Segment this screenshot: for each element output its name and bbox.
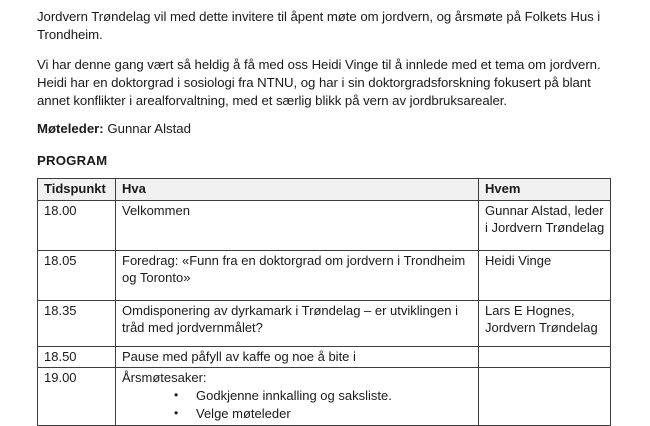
meeting-leader-line [37,120,610,138]
program-table [37,178,611,426]
cell-what: Velkommen [116,200,479,250]
table-row [38,250,611,300]
column-header-who: Hvem [479,179,611,201]
cell-what: Omdisponering av dyrkamark i Trøndelag – er utviklingen i tråd med jordvernmålet? [116,300,479,346]
agenda-list [122,387,473,423]
cell-who [479,368,611,426]
cell-what [116,368,479,426]
table-header-row [38,179,611,201]
agenda-title: Årsmøtesaker: [122,370,207,385]
cell-time: 18.50 [38,346,116,368]
cell-what: Pause med påfyll av kaffe og noe å bite i [116,346,479,368]
meeting-leader-value: Gunnar Alstad [107,121,191,136]
cell-time: 18.00 [38,200,116,250]
intro-paragraph: Jordvern Trøndelag vil med dette invitere til åpent møte om jordvern, og årsmøte på Folkets Hus i Trondheim. [37,9,601,42]
column-header-what: Hva [116,179,479,201]
cell-who: Gunnar Alstad, leder i Jordvern Trøndelag [479,200,611,250]
table-row [38,346,611,368]
program-heading: PROGRAM [37,153,108,168]
cell-time: 19.00 [38,368,116,426]
meeting-leader-label: Møteleder: [37,121,104,136]
cell-time: 18.05 [38,250,116,300]
cell-who: Heidi Vinge [479,250,611,300]
table-row [38,200,611,250]
column-header-time: Tidspunkt [38,179,116,201]
cell-who: Lars E Hognes, Jordvern Trøndelag [479,300,611,346]
table-row [38,368,611,426]
speaker-paragraph: Vi har denne gang vært så heldig å få med oss Heidi Vinge til å innlede med et tema om jordvern. Heidi har en doktorgrad i sosiologi fra NTNU, og har i sin doktorgradsforskning fokusert på blant annet konflikter i arealforvaltning, med et særlig blikk på vern av jordbruksarealer. [37,57,601,108]
list-item: • Godkjenne innkalling og saksliste. [174,387,473,405]
list-item: • Velge møteleder [174,405,473,423]
table-row [38,300,611,346]
cell-time: 18.35 [38,300,116,346]
cell-what: Foredrag: «Funn fra en doktorgrad om jordvern i Trondheim og Toronto» [116,250,479,300]
cell-who [479,346,611,368]
